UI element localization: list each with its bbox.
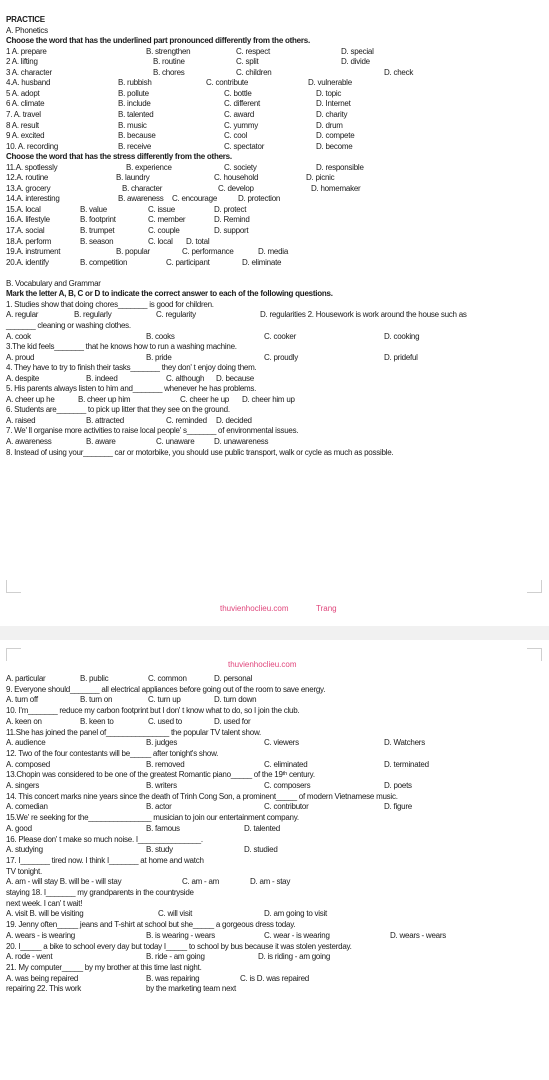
question-text: 19.A. instrument [6,247,61,257]
answer-option: B. was repairing [146,973,200,983]
answer-option: B. popular [116,247,150,257]
answer-option: C. am - am [182,877,220,887]
answer-option: B. season [80,236,114,246]
text-line [6,727,543,738]
text-line [6,983,543,994]
text-line [6,941,543,952]
answer-option: C. eliminated [264,759,308,769]
question-text: A. keen on [6,716,42,726]
answer-option: D. total [186,236,210,246]
text-line [6,151,543,162]
question-text: A. studying [6,845,43,855]
answer-option: C. is D. was repaired [240,973,309,983]
text-line [6,812,543,823]
answer-option: D. topic [316,88,342,98]
question-text: A. despite [6,373,40,383]
answer-option: D. is riding - am going [258,952,331,962]
answer-option: B. experience [126,162,172,172]
text-line [6,866,543,877]
answer-option: B. study [146,845,173,855]
answer-option: C. bottle [224,88,252,98]
answer-option: B. competition [80,257,128,267]
answer-option: B. indeed [86,373,118,383]
question-text: A. regular [6,310,39,320]
answer-option: C. composers [264,781,311,790]
answer-option: D. divide [341,57,370,67]
question-text: 15.A. local [6,204,41,214]
question-text: 12. Two of the four contestants will be_____ after tonight's show. [6,748,219,758]
answer-option: C. develop [218,183,254,193]
text-line [6,447,543,458]
question-text: 20.A. identify [6,257,49,267]
answer-option: C. participant [166,257,210,267]
text-line [6,415,543,426]
question-text: A. wears - is wearing [6,930,75,940]
text-line [6,694,543,705]
question-text: _______ cleaning or washing clothes. [6,320,131,330]
question-text: A. raised [6,415,36,425]
text-line [6,25,543,36]
text-line [6,373,543,384]
text-line [6,88,543,99]
page-corner-mark [6,648,21,661]
question-text: A. cheer up he [6,394,55,404]
text-line [6,898,543,909]
answer-option: D. personal [214,674,253,683]
answer-option: D. protection [238,194,281,204]
text-line [6,394,543,405]
question-text: A. visit B. will be visiting [6,909,84,919]
answer-option: D. check [384,67,414,77]
text-line [6,257,543,268]
text-line [6,425,543,436]
answer-option: D. compete [316,131,355,141]
answer-option: B. routine [153,57,185,67]
text-line [6,844,543,855]
answer-option: C. regularity [156,310,196,320]
question-text: TV tonight. [6,866,42,876]
footer-page-label: Trang [316,604,337,613]
question-text: PRACTICE [6,15,45,24]
answer-option: D. charity [316,109,348,119]
answer-option: C. contribute [206,78,249,88]
answer-option: D. am going to visit [264,909,328,919]
question-text: 1. Studies show that doing chores_______ is good for children. [6,299,214,309]
answer-option: D. responsible [316,162,364,172]
answer-option: B. famous [146,823,180,833]
question-text: 8. Instead of using your_______ car or motorbike, you should use public transport, walk or cycle as much as possible. [6,447,394,457]
answer-option: B. strengthen [146,46,191,56]
question-text: A. good [6,823,32,833]
answer-option: C. couple [148,226,180,235]
answer-option: C. yummy [224,120,258,130]
text-line [6,225,543,236]
answer-option: D. become [316,141,353,151]
answer-option: C. cheer he up [180,394,229,404]
question-text: 4.A. husband [6,78,51,88]
answer-option: B. rubbish [118,78,152,88]
text-line [6,46,543,57]
answer-option: B. actor [146,802,172,812]
answer-option: C. viewers [264,738,299,748]
text-line [6,320,543,331]
text-line [6,780,543,791]
answer-option: B. judges [146,738,178,748]
answer-option: B. trumpet [80,226,115,235]
answer-option: B. pride [146,352,172,362]
text-line [6,823,543,834]
text-line [6,309,543,320]
answer-option: B. value [80,204,107,214]
text-line [6,908,543,919]
question-text: 9 A. excited [6,131,45,141]
text-line [6,404,543,415]
answer-option: D. support [214,226,249,235]
question-text: A. particular [6,674,46,683]
answer-option: C. society [224,162,257,172]
text-line [6,77,543,88]
answer-option: C. encourage [172,194,218,204]
answer-option: B. is wearing - wears [146,930,215,940]
question-text: 5 A. adopt [6,88,40,98]
text-line [6,705,543,716]
answer-option: D. drum [316,120,343,130]
answer-option: B. laundry [116,173,150,183]
answer-option: C. different [224,99,260,109]
question-text: 13.A. grocery [6,183,51,193]
text-line [6,214,543,225]
answer-option: B. regularly [74,310,112,320]
question-text: staying 18. I_______ my grandparents in the countryside [6,888,194,897]
text-line [6,299,543,310]
answer-option: D. Remind [214,215,250,225]
question-text: Choose the word that has the underlined part pronounced differently from the others. [6,36,310,46]
answer-option: C. contributor [264,802,309,812]
question-text: A. awareness [6,437,52,446]
answer-option: C. award [224,109,255,119]
answer-option: D. because [216,373,254,383]
answer-option: D. special [341,46,374,56]
answer-option: C. although [166,373,205,383]
answer-option: B. chores [153,67,185,77]
text-line [6,130,543,141]
question-text: A. singers [6,781,40,790]
answer-option: C. household [214,173,259,183]
question-text: A. composed [6,759,50,769]
text-line [6,801,543,812]
text-line [6,973,543,984]
answer-option: D. protect [214,204,247,214]
question-text: 7. A. travel [6,109,41,119]
text-line [6,759,543,770]
answer-option: C. cooker [264,331,296,341]
answer-option: B. public [80,674,109,683]
page-separator [0,626,549,640]
answer-option: C. common [148,674,187,683]
text-line [6,737,543,748]
answer-option: D. wears - wears [390,930,447,940]
answer-option: C. member [148,215,186,225]
answer-option: D. prideful [384,352,418,362]
text-line [6,236,543,247]
answer-option: D. Watchers [384,738,425,748]
text-line [6,383,543,394]
text-line [6,919,543,930]
answer-option: D. unawareness [214,437,269,446]
text-line [6,204,543,215]
page-corner-mark [527,648,542,661]
question-text: 1 A. prepare [6,46,47,56]
answer-option: C. will visit [158,909,193,919]
question-text: A. was being repaired [6,973,79,983]
question-text: 9. Everyone should_______ all electrical appliances before going out of the room to save energy. [6,684,326,694]
text-line [6,962,543,973]
question-text: 11.She has joined the panel of_______________ the popular TV talent show. [6,727,262,737]
text-line [6,684,543,695]
question-text: 21. My computer_____ by my brother at this time last night. [6,962,202,972]
answer-option: C. wear - is wearing [264,930,330,940]
answer-option: C. cool [224,131,248,141]
text-line [6,791,543,802]
answer-option: C. proudly [264,352,298,362]
text-line [6,120,543,131]
question-text: 12.A. routine [6,173,49,183]
answer-option: B. ride - am going [146,952,205,962]
answer-option: D. eliminate [242,257,282,267]
text-line [6,436,543,447]
text-line [6,172,543,183]
question-text: 14. This concert marks nine years since the death of Trinh Cong Son, a prominent_____ of modern Vietnamese music. [6,791,398,801]
answer-option: B. music [118,120,147,130]
answer-option: C. reminded [166,415,207,425]
question-text: 14.A. interesting [6,194,60,204]
answer-option: B. talented [118,109,154,119]
answer-option: D. decided [216,415,252,425]
text-line [6,56,543,67]
answer-option: D. vulnerable [308,78,352,88]
text-line [6,331,543,342]
question-text: repairing 22. This work [6,984,82,994]
text-line [6,673,543,684]
question-text: 17.A. social [6,226,45,235]
text-line [6,35,543,46]
answer-option: B. attracted [86,415,124,425]
answer-option: B. aware [86,437,116,446]
answer-option: D. poets [384,781,412,790]
answer-option: B. cheer up him [78,394,131,404]
text-line [6,14,543,25]
question-text: A. proud [6,352,35,362]
question-text: A. am - will stay B. will be - will stay [6,877,122,887]
question-text: 11.A. spotlessly [6,162,58,172]
page-corner-mark [527,580,542,593]
question-text: 19. Jenny often_____ jeans and T-shirt at school but she_____ a gorgeous dress today. [6,920,296,930]
answer-option: B. receive [118,141,152,151]
text-line [6,748,543,759]
text-line [6,716,543,727]
answer-option: B. awareness [118,194,164,204]
text-line [6,183,543,194]
text-line [6,98,543,109]
answer-option: B. keen to [80,716,114,726]
question-text: 13.Chopin was considered to be one of the greatest Romantic piano_____ of the 19ᵗʰ century. [6,770,315,780]
text-line [6,246,543,257]
question-text: 15.We' re seeking for the_______________ musician to join our entertainment company. [6,813,299,823]
question-text: next week. I can' t wait! [6,898,83,908]
answer-option: D. media [258,247,289,257]
question-text: 16.A. lifestyle [6,215,50,225]
answer-option: D. picnic [306,173,335,183]
text-line [6,876,543,887]
answer-option: D. turn down [214,695,257,705]
question-text: Choose the word that has the stress differently from the others. [6,152,232,162]
answer-option: B. removed [146,759,185,769]
text-line [6,362,543,373]
question-text: A. audience [6,738,46,748]
question-text: 17. I_______ tired now. I think I_______ at home and watch [6,855,204,865]
question-text: A. rode - went [6,952,53,962]
answer-option: B. cooks [146,331,175,341]
answer-option: D. cheer him up [242,394,295,404]
question-text: 6 A. climate [6,99,45,109]
answer-option: D. terminated [384,759,429,769]
answer-option: B. include [118,99,151,109]
answer-option: C. turn up [148,695,181,705]
question-text: 4. They have to try to finish their tasks_______ they don' t enjoy doing them. [6,363,257,373]
answer-option: B. character [122,183,163,193]
question-text: 10. A. recording [6,141,59,151]
answer-option: D. Internet [316,99,351,109]
question-text: 18.A. perform [6,236,52,246]
page-corner-mark [6,580,21,593]
text-line [6,278,543,289]
text-line [6,352,543,363]
text-line [6,834,543,845]
question-text: 8 A. result [6,120,39,130]
answer-option: D. cooking [384,331,420,341]
answer-option: C. respect [236,46,270,56]
answer-option: C. children [236,67,272,77]
answer-option: D. talented [244,823,280,833]
answer-option: D. regularities 2. Housework is work around the house such as [260,310,467,320]
question-text: A. comedian [6,802,48,812]
question-text: 7. We' ll organise more activities to raise local people' s_______ of environmental issues. [6,426,299,436]
text-line [6,162,543,173]
text-line [6,930,543,941]
text-line [6,109,543,120]
question-text: 16. Please don' t make so much noise. I_______________. [6,834,203,844]
answer-option: B. because [118,131,156,141]
answer-option: C. split [236,57,259,67]
text-line [6,288,543,299]
answer-option: D. studied [244,845,278,855]
text-line [6,769,543,780]
question-text: 6. Students are_______ to pick up litter that they see on the ground. [6,405,230,415]
answer-option: B. turn on [80,695,113,705]
question-text: A. Phonetics [6,25,48,35]
question-text: A. cook [6,331,31,341]
question-text: 2 A. lifting [6,57,38,67]
answer-option: D. used for [214,716,251,726]
answer-option: C. issue [148,204,175,214]
text-line [6,193,543,204]
answer-option: D. figure [384,802,412,812]
header-site-link[interactable]: thuvienhoclieu.com [228,660,297,669]
answer-option: B. footprint [80,215,116,225]
question-text: 3 A. character [6,67,52,77]
question-text: 20. I_____ a bike to school every day but today I_____ to school by bus because it was stolen yesterday. [6,941,352,951]
question-text: 5. His parents always listen to him and_______ whenever he has problems. [6,384,257,394]
answer-option: C. local [148,236,173,246]
text-line [6,855,543,866]
question-text: B. Vocabulary and Grammar [6,278,101,288]
answer-option: C. performance [182,247,234,257]
text-line [6,341,543,352]
answer-option: C. spectator [224,141,265,151]
text-line [6,951,543,962]
answer-option: by the marketing team next [146,984,236,994]
question-text: 10. I'm_______ reduce my carbon footprint but I don' t know what to do, so I join the club. [6,706,300,716]
answer-option: B. pollute [118,88,149,98]
question-text: Mark the letter A, B, C or D to indicate the correct answer to each of the following questions. [6,289,333,299]
text-line [6,67,543,78]
text-line [6,267,543,278]
answer-option: D. homemaker [311,183,361,193]
text-line [6,141,543,152]
text-line [6,887,543,898]
answer-option: B. writers [146,781,177,790]
question-text: A. turn off [6,695,38,705]
answer-option: C. used to [148,716,182,726]
question-text: 3.The kid feels_______ that he knows how to run a washing machine. [6,342,237,352]
footer-site-link[interactable]: thuvienhoclieu.com [220,604,289,613]
answer-option: D. am - stay [250,877,291,887]
answer-option: C. unaware [156,437,195,446]
